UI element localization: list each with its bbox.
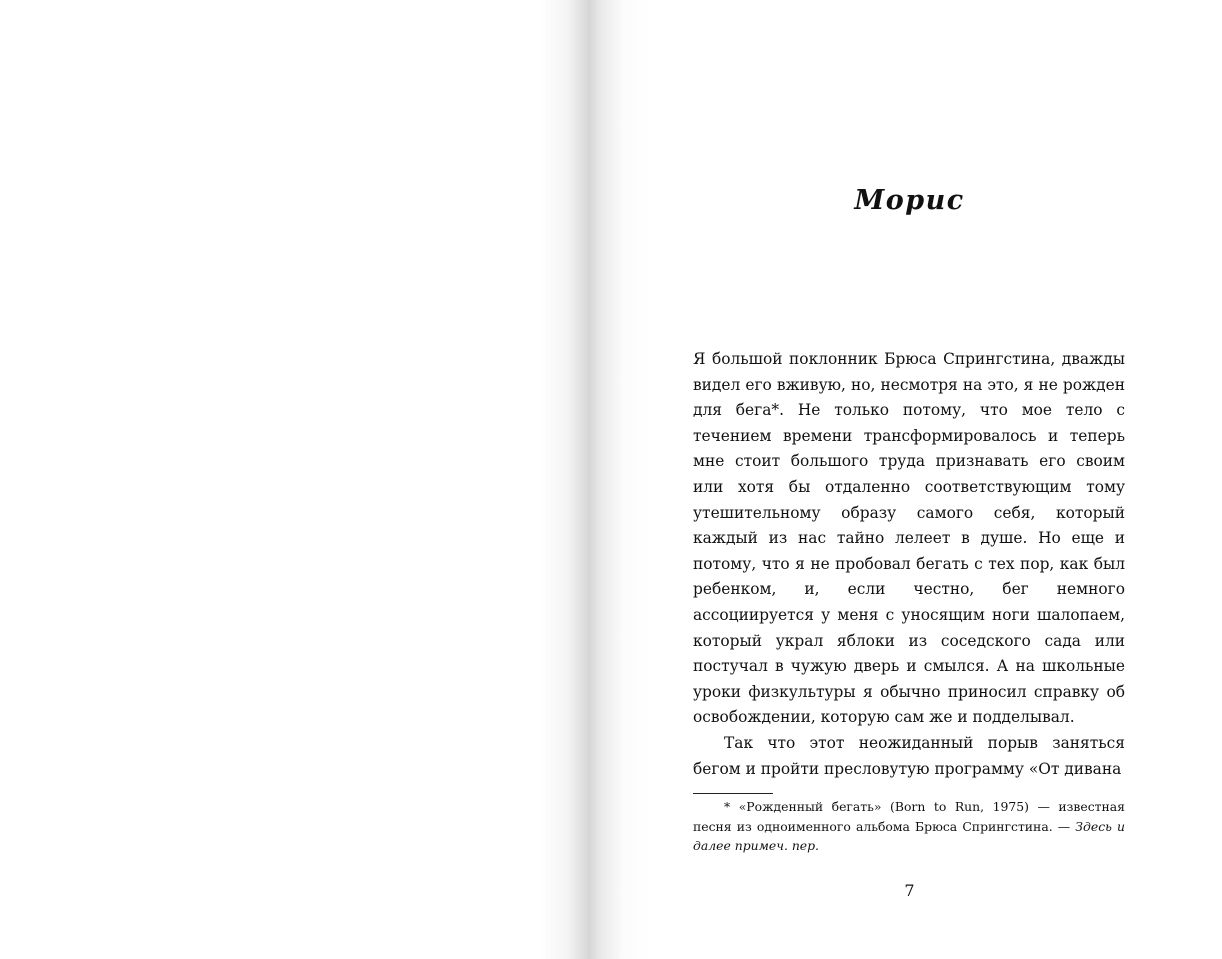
footnote-text: * «Рожденный бегать» (Born to Run, 1975) — известная песня из одноименного альбома Брюса Спрингстина. — [693,799,1125,834]
chapter-title: Морис [854,185,965,216]
paragraph-2: Так что этот неожиданный порыв заняться бегом и пройти пресловутую программу «От дивана [693,733,1125,778]
footnote-italic-note: Здесь и далее примеч. пер. [693,818,1125,853]
left-page-blank [0,0,570,959]
paragraph-1: Я большой поклонник Брюса Спрингстина, дважды видел его вживую, но, несмотря на это, я не рожден для бега*. Не только потому, что мое тело с течением времени трансформировалось и теперь мне стоит большого труда признавать его своим или хотя бы отдаленно соответствующим тому утешительному образу самого себя, который каждый из нас тайно лелеет в душе. Но еще и потому, что я не пробовал бегать с тех пор, как был ребенком, и, если честно, бег немного ассоциируется у меня с уносящим ноги шалопаем, который украл яблоки из соседского сада или постучал в чужую дверь и смылся. А на школьные уроки физкультуры я обычно приносил справку об освобождении, которую сам же и подделывал. [693,350,1125,727]
footnote-body [693,797,1125,856]
body-text [693,347,1125,782]
page-number: 7 [904,881,915,900]
footnote-divider [693,793,773,794]
right-page [611,0,1222,959]
footnote [693,797,1125,856]
